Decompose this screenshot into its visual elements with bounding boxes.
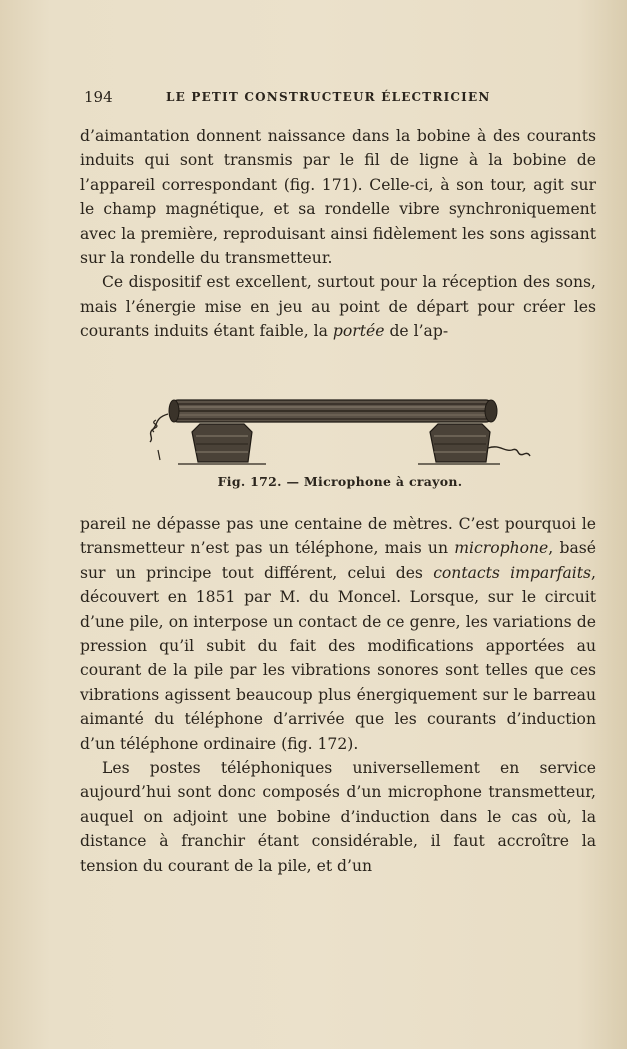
left-carbon-block	[178, 424, 266, 464]
left-wire	[150, 414, 168, 442]
right-wire	[488, 447, 530, 456]
paragraph-2-before: Ce dispositif est excellent, surtout pour la réception des sons, mais l’énergie mise en jeu au point de départ pour créer les courants induits étant faible, la	[80, 273, 596, 341]
running-title: LE PETIT CONSTRUCTEUR ÉLECTRICIEN	[166, 90, 491, 104]
paragraph-4-text: Les postes téléphoniques universellement en service aujourd’hui sont donc composés d’un microphone transmetteur, auquel on adjoint une bobine d’induction dans le cas où, la distance à franchir étant considérable, il faut accroître la tension du courant de la pile, et d’un	[80, 759, 596, 875]
paragraph-3-part-2: , basé sur un principe tout différent, celui des	[80, 539, 596, 582]
paragraph-3-part-3: , découvert en 1851 par M. du Moncel. Lorsque, sur le circuit d’une pile, on interpose un contact de ce genre, les variations de pression qu’il subit du fait des modifications apportées au courant de la pile par les vibrations sonores sont telles que ces vibrations agissent beaucoup plus énergiquement sur le barreau aimanté du téléphone d’arrivée que les courants d’induction d’un téléphone ordinaire (fig. 172).	[80, 563, 596, 753]
carbon-rod	[169, 400, 497, 422]
right-carbon-block	[418, 424, 500, 464]
figure-caption: Fig. 172. — Microphone à crayon.	[217, 474, 463, 489]
paragraph-3-part-1: pareil ne dépasse pas une centaine de mètres. C’est pourquoi le transmetteur n’est pas un téléphone, mais un	[80, 515, 596, 558]
paragraph-2-after: de l’ap-	[384, 322, 449, 341]
microphone-illustration	[148, 392, 534, 472]
paragraph-2-emphasis: portée	[332, 322, 385, 341]
text-block-top	[80, 124, 596, 344]
paragraph-3-emphasis-1: microphone	[454, 539, 549, 558]
paragraph	[80, 756, 596, 878]
paragraph-3-emphasis-2: contacts imparfaits	[433, 563, 592, 582]
text-block-bottom	[80, 512, 596, 878]
page-number: 194	[84, 88, 113, 106]
paragraph-continuation	[80, 124, 596, 270]
paragraph-1-text: d’aimantation donnent naissance dans la bobine à des courants induits qui sont transmis par le fil de ligne à la bobine de l’appareil correspondant (fig. 171). Celle-ci, à son tour, agit sur le champ magnétique, et sa rondelle vibre synchroniquement avec la première, reproduisant ainsi fidèlement les sons agissant sur la rondelle du transmetteur.	[80, 127, 596, 268]
page-header	[84, 88, 600, 112]
paragraph	[80, 270, 596, 343]
paragraph-continuation	[80, 512, 596, 756]
